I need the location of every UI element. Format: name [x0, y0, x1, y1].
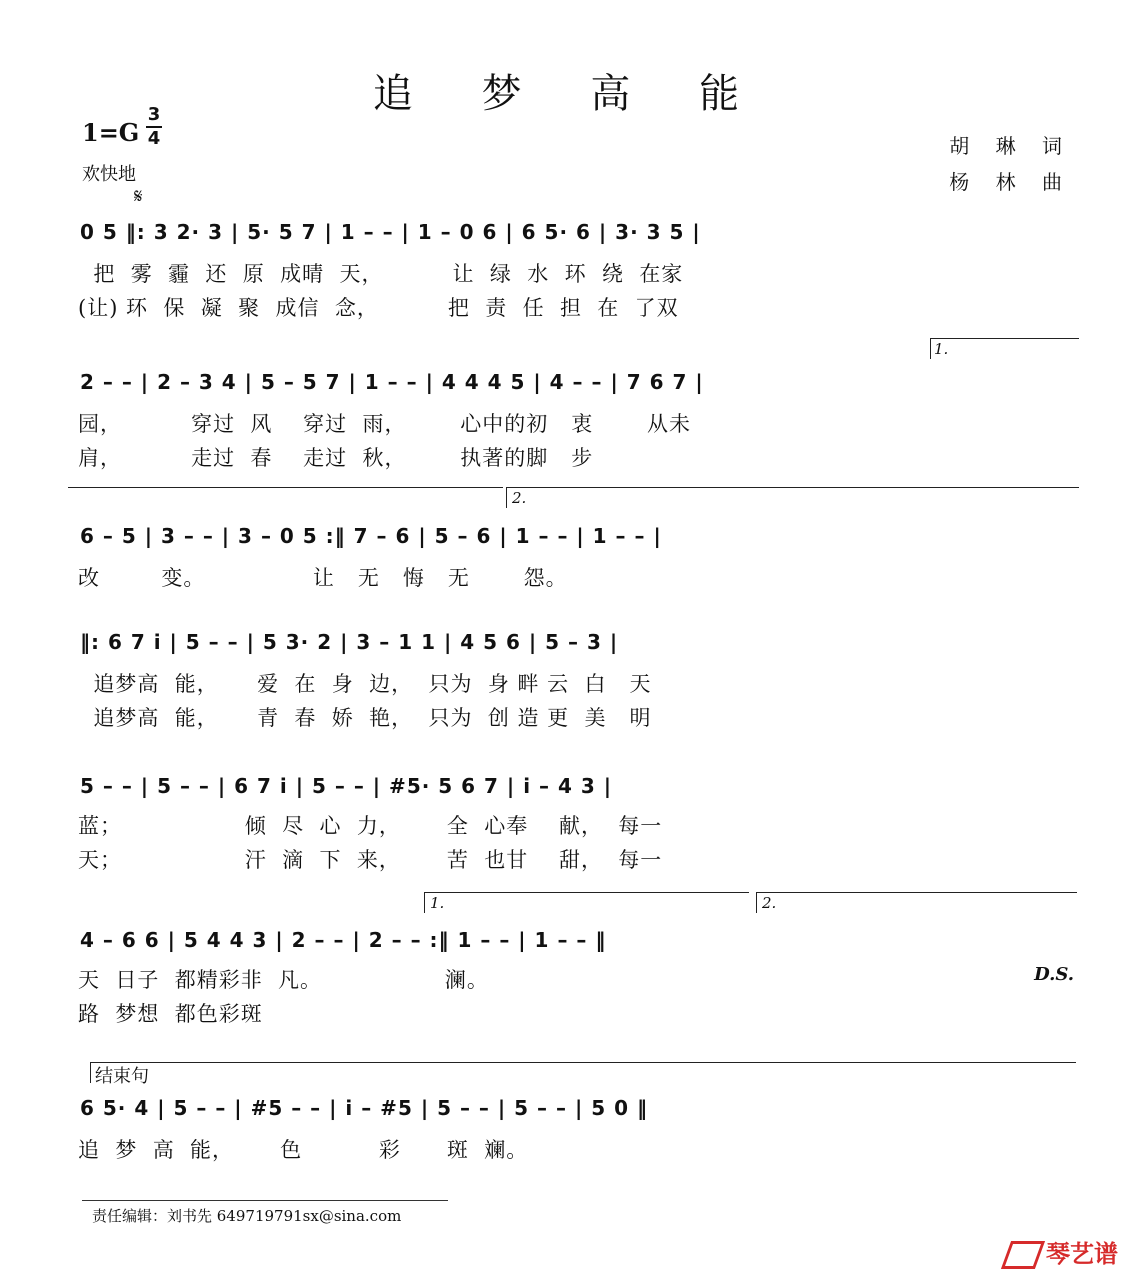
volta-label-4: 2. [762, 894, 777, 912]
notation-line-7: 6 5· 4 | 5 – – | #5 – – | i – #5 | 5 – – | 5 – – | 5 0 ‖ [80, 1096, 648, 1120]
volta-bracket-3 [424, 892, 749, 913]
volta-bracket-1 [930, 338, 1079, 359]
lyric-line-7: 追 梦 高 能， 色 彩 斑 斓。 [78, 1138, 529, 1162]
lyric-line-1-verse-2: (让) 环 保 凝 聚 成信 念， 把 责 任 担 在 了双 [78, 296, 679, 320]
site-logo[interactable] [1006, 1234, 1118, 1269]
volta-label-1: 1. [934, 340, 949, 358]
volta-label-3: 1. [430, 894, 445, 912]
logo-text: 琴艺谱 [1046, 1240, 1118, 1268]
dal-segno-marking: D.S. [1034, 964, 1074, 985]
lyric-line-2-verse-2: 肩， 走过 春 走过 秋， 执著的脚 步 [78, 446, 594, 470]
notation-line-4: ‖: 6 7 i | 5 – – | 5 3· 2 | 3 – 1 1 | 4 5 6 | 5 – 3 | [80, 630, 619, 654]
page-title: 追 梦 高 能 [372, 71, 768, 117]
editor-credit: 责任编辑：刘书先 649719791sx@sina.com [92, 1207, 402, 1225]
tempo-marking: 欢快地 [82, 164, 136, 185]
volta-label-2: 2. [512, 489, 527, 507]
notation-line-6: 4 – 6 6 | 5 4 4 3 | 2 – – | 2 – – :‖ 1 – – | 1 – – ‖ [80, 928, 607, 952]
lyric-line-3: 改 变。 让 无 悔 无 怨。 [78, 566, 568, 590]
notation-line-5: 5 – – | 5 – – | 6 7 i | 5 – – | #5· 5 6 7 | i – 4 3 | [80, 774, 613, 798]
time-signature-top: 3 [147, 104, 161, 125]
composer-credit: 杨 林 曲 [949, 170, 1072, 194]
time-signature [146, 104, 162, 150]
notation-line-3: 6 – 5 | 3 – – | 3 – 0 5 :‖ 7 – 6 | 5 – 6 | 1 – – | 1 – – | [80, 524, 662, 548]
coda-bracket [90, 1062, 1076, 1083]
lyric-line-4-verse-1: 追梦高 能， 爱 在 身 边， 只为 身 畔 云 白 天 [78, 672, 652, 696]
key-signature: 1=G [82, 118, 140, 147]
logo-mark-icon [1001, 1241, 1045, 1269]
lyric-line-4-verse-2: 追梦高 能， 青 春 娇 艳， 只为 创 造 更 美 明 [78, 706, 652, 730]
volta-bracket-2 [506, 487, 1079, 508]
segno-icon: 𝄋 [134, 184, 143, 208]
lyricist-credit: 胡 琳 词 [949, 134, 1072, 158]
lyric-line-5-verse-1: 蓝； 倾 尽 心 力， 全 心奉 献， 每一 [78, 814, 663, 838]
lyric-line-6-verse-1: 天 日子 都精彩非 凡。 澜。 [78, 968, 489, 992]
lyric-line-5-verse-2: 天； 汗 滴 下 来， 苦 也甘 甜， 每一 [78, 848, 663, 872]
lyric-line-2-verse-1: 园， 穿过 风 穿过 雨， 心中的初 衷 从未 [78, 412, 691, 436]
notation-line-2: 2 – – | 2 – 3 4 | 5 – 5 7 | 1 – – | 4 4 4 5 | 4 – – | 7 6 7 | [80, 370, 704, 394]
time-signature-bottom: 4 [147, 128, 161, 149]
footer-divider [82, 1200, 448, 1201]
notation-line-1: 0 5 ‖: 3 2· 3 | 5· 5 7 | 1 – – | 1 – 0 6 | 6 5· 6 | 3· 3 5 | [80, 220, 701, 244]
lyric-line-1-verse-1: 把 雾 霾 还 原 成晴 天， 让 绿 水 环 绕 在家 [78, 262, 684, 286]
volta-bracket-4 [756, 892, 1077, 913]
lyric-line-6-verse-2: 路 梦想 都色彩斑 [78, 1002, 263, 1026]
volta-line-extension [68, 487, 503, 488]
coda-label: 结束句 [95, 1066, 149, 1087]
